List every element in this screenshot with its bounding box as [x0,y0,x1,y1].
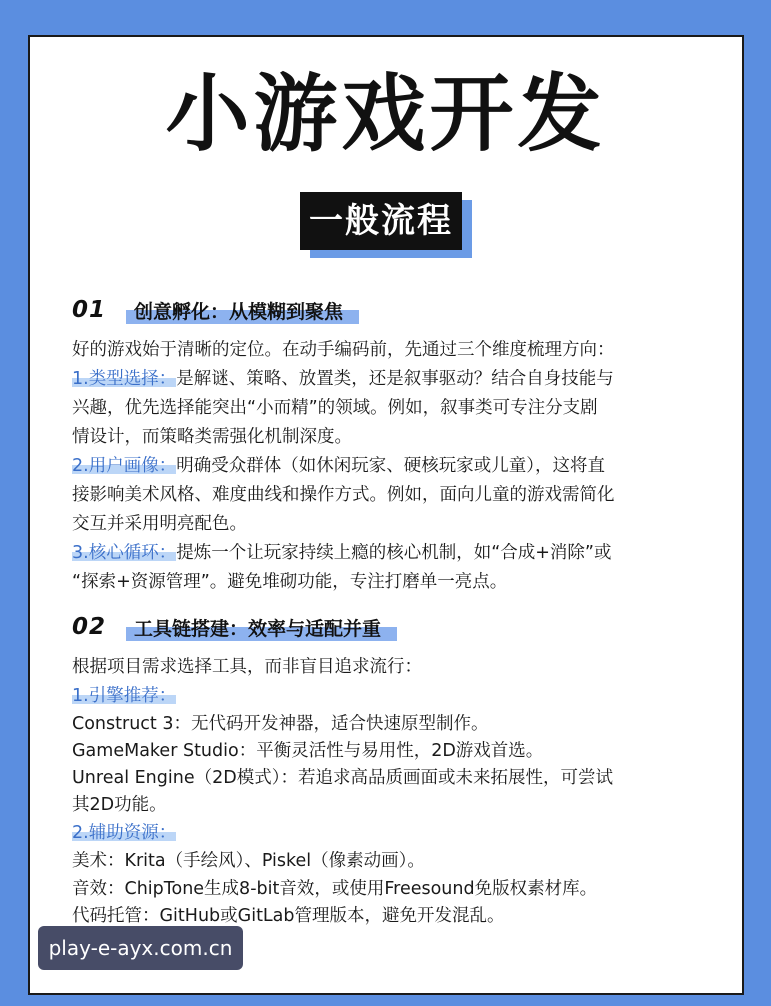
paragraph-line [72,738,543,764]
item-label: 1.引擎推荐： [72,686,177,706]
subtitle-text: 一般流程 [300,192,462,250]
paragraph-line [72,820,176,846]
line-text: 是解谜、策略、放置类，还是叙事驱动？结合自身技能与 [176,369,614,389]
section-title [128,297,349,324]
paragraph-line [72,683,176,709]
paragraph-line [72,511,247,537]
paragraph-line [72,792,167,818]
section-title-text: 工具链搭建：效率与适配并重 [134,617,382,640]
paragraph-line [72,337,615,363]
item-label: 3.核心循环： [72,543,177,563]
line-text: 提炼一个让玩家持续上瘾的核心机制，如“合成+消除”或 [176,543,612,563]
paragraph-line [72,654,422,680]
paragraph-line [72,482,615,508]
paragraph-line [72,876,597,902]
section-heading-02 [72,610,387,644]
paragraph-line [72,569,507,595]
line-text: 好的游戏始于清晰的定位。在动手编码前，先通过三个维度梳理方向： [72,340,615,360]
line-text: 情设计，而策略类需强化机制深度。 [72,427,352,447]
paragraph-line [72,711,488,737]
section-title [128,614,387,641]
line-text: “探索+资源管理”。避免堆砌功能，专注打磨单一亮点。 [72,572,508,592]
section-number: 02 [72,614,107,640]
paragraph-line [72,848,425,874]
line-text: 兴趣，优先选择能突出“小而精”的领域。例如，叙事类可专注分支剧 [72,398,598,418]
paragraph-line [72,765,613,791]
section-number: 01 [72,297,107,323]
paragraph-line [72,453,605,479]
line-text: 音效：ChipTone生成8-bit音效，或使用Freesound免版权素材库。 [72,879,598,899]
section-title-text: 创意孵化：从模糊到聚焦 [134,300,344,323]
paragraph-line [72,366,614,392]
line-text: Unreal Engine（2D模式）：若追求高品质画面或未来拓展性，可尝试 [72,768,613,788]
page-title: 小游戏开发 [165,65,606,163]
item-label: 1.类型选择： [72,369,177,389]
line-text: 代码托管：GitHub或GitLab管理版本，避免开发混乱。 [72,906,505,926]
paragraph-line [72,424,352,450]
line-text: 其2D功能。 [72,795,167,815]
line-text: 美术：Krita（手绘风）、Piskel（像素动画）。 [72,851,425,871]
section-heading-01 [72,293,349,327]
paragraph-line [72,540,612,566]
item-label: 2.辅助资源： [72,823,177,843]
watermark-badge: play-e-ayx.com.cn [38,926,243,970]
line-text: Construct 3：无代码开发神器，适合快速原型制作。 [72,714,489,734]
line-text: 接影响美术风格、难度曲线和操作方式。例如，面向儿童的游戏需简化 [72,485,615,505]
line-text: 明确受众群体（如休闲玩家、硬核玩家或儿童），这将直 [176,456,605,476]
subtitle-badge [300,192,462,252]
item-label: 2.用户画像： [72,456,177,476]
line-text: 根据项目需求选择工具，而非盲目追求流行： [72,657,422,677]
line-text: GameMaker Studio：平衡灵活性与易用性，2D游戏首选。 [72,741,544,761]
line-text: 交互并采用明亮配色。 [72,514,247,534]
paragraph-line [72,395,598,421]
